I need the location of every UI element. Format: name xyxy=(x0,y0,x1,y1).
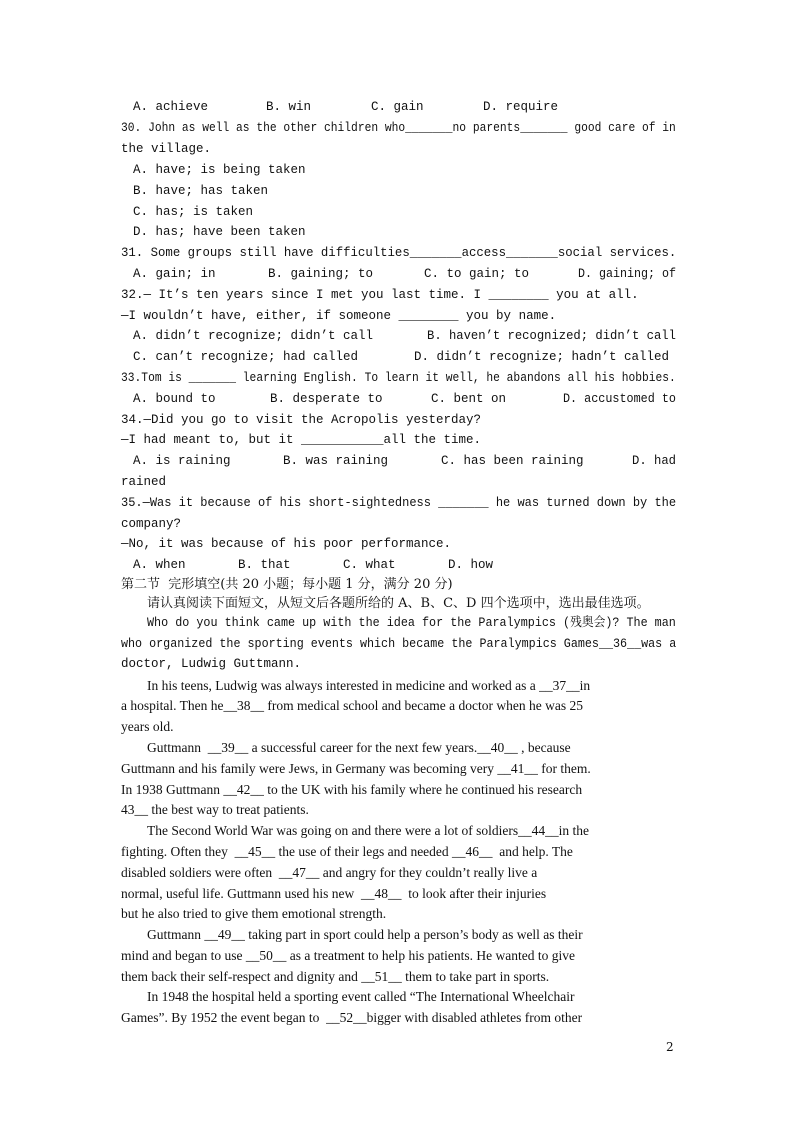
option-d: D. didn’t recognize; hadn’t called xyxy=(414,350,670,364)
passage-line: 43__ the best way to treat patients. xyxy=(121,802,309,817)
section-instructions: 请认真阅读下面短文，从短文后各题所给的 A、B、C、D 四个选项中，选出最佳选项。 xyxy=(147,596,650,611)
option-d: D. accustomed to xyxy=(563,392,676,406)
option-b: B. gaining; to xyxy=(268,267,374,281)
q30-stem: 30. John as well as the other children who_______no parents_______ good care of in xyxy=(121,121,676,135)
q30-option-d: D. has; have been taken xyxy=(133,225,306,239)
passage-line: disabled soldiers were often __47__ and angry for they couldn’t really live a xyxy=(121,865,538,880)
option-c: C. can’t recognize; had called xyxy=(133,350,359,364)
q34-reply: —I had meant to, but it ___________all the time. xyxy=(121,433,482,447)
passage-line: The Second World War was going on and there were a lot of soldiers__44__in the xyxy=(147,823,589,838)
q34-option-d-cont: rained xyxy=(121,475,167,489)
q35-reply: —No, it was because of his poor performance. xyxy=(121,537,452,551)
passage-line: Guttmann and his family were Jews, in Germany was becoming very __41__ for them. xyxy=(121,761,591,776)
option-b: B. was raining xyxy=(283,454,389,468)
option-a: A. bound to xyxy=(133,392,216,406)
passage-line: In his teens, Ludwig was always interested in medicine and worked as a __37__in xyxy=(147,678,591,693)
passage-line: a hospital. Then he__38__ from medical school and became a doctor when he was 25 xyxy=(121,698,583,713)
option-a: A. achieve xyxy=(133,100,209,114)
q33-stem: 33.Tom is _______ learning English. To learn it well, he abandons all his hobbies. xyxy=(121,371,676,385)
q31-stem: 31. Some groups still have difficulties_______access_______social services. xyxy=(121,246,677,260)
option-d: D. require xyxy=(483,100,559,114)
q32-stem: 32.— It’s ten years since I met you last time. I ________ you at all. xyxy=(121,288,639,302)
option-a: A. is raining xyxy=(133,454,231,468)
page-number: 2 xyxy=(666,1040,674,1054)
option-d: D. how xyxy=(448,558,494,572)
passage-line: doctor, Ludwig Guttmann. xyxy=(121,657,302,671)
passage-line: them back their self-respect and dignity and __51__ them to take part in sports. xyxy=(121,969,550,984)
q35-stem-cont: company? xyxy=(121,517,182,531)
option-a: A. gain; in xyxy=(133,267,216,281)
passage-line: Guttmann __39__ a successful career for the next few years.__40__ , because xyxy=(147,740,571,755)
option-d: D. had xyxy=(632,454,676,468)
q32-reply: —I wouldn’t have, either, if someone ________ you by name. xyxy=(121,309,557,323)
q30-option-c: C. has; is taken xyxy=(133,205,254,219)
passage-line: Guttmann __49__ taking part in sport could help a person’s body as well as their xyxy=(147,927,583,942)
option-b: B. that xyxy=(238,558,291,572)
q30-stem-cont: the village. xyxy=(121,142,212,156)
option-c: C. bent on xyxy=(431,392,507,406)
option-c: C. what xyxy=(343,558,396,572)
passage-line: but he also tried to give them emotional strength. xyxy=(121,906,387,921)
option-d: D. gaining; of xyxy=(578,267,676,281)
passage-line: Who do you think came up with the idea for the Paralympics (残奥会)? The man xyxy=(147,616,676,630)
option-b: B. win xyxy=(266,100,312,114)
option-c: C. has been raining xyxy=(441,454,584,468)
option-b: B. haven’t recognized; didn’t call xyxy=(427,329,676,343)
passage-line: normal, useful life. Guttmann used his new __48__ to look after their injuries xyxy=(121,886,547,901)
passage-line: mind and began to use __50__ as a treatment to help his patients. He wanted to give xyxy=(121,948,576,963)
option-b: B. desperate to xyxy=(270,392,383,406)
passage-line: years old. xyxy=(121,719,174,734)
section-heading: 第二节 完形填空(共 20 小题；每小题 1 分，满分 20 分) xyxy=(121,577,453,592)
option-c: C. to gain; to xyxy=(424,267,530,281)
option-a: A. when xyxy=(133,558,186,572)
q30-option-b: B. have; has taken xyxy=(133,184,269,198)
q30-option-a: A. have; is being taken xyxy=(133,163,306,177)
passage-line: Games”. By 1952 the event began to __52__bigger with disabled athletes from other xyxy=(121,1010,583,1025)
passage-line: In 1938 Guttmann __42__ to the UK with his family where he continued his research xyxy=(121,782,583,797)
passage-line: who organized the sporting events which became the Paralympics Games__36__was a xyxy=(121,637,677,651)
option-a: A. didn’t recognize; didn’t call xyxy=(133,329,374,343)
passage-line: fighting. Often they __45__ the use of their legs and needed __46__ and help. The xyxy=(121,844,573,859)
option-c: C. gain xyxy=(371,100,424,114)
q34-stem: 34.—Did you go to visit the Acropolis yesterday? xyxy=(121,413,482,427)
q35-stem: 35.—Was it because of his short-sightedness _______ he was turned down by the xyxy=(121,496,677,510)
passage-line: In 1948 the hospital held a sporting event called “The International Wheelchair xyxy=(147,989,575,1004)
